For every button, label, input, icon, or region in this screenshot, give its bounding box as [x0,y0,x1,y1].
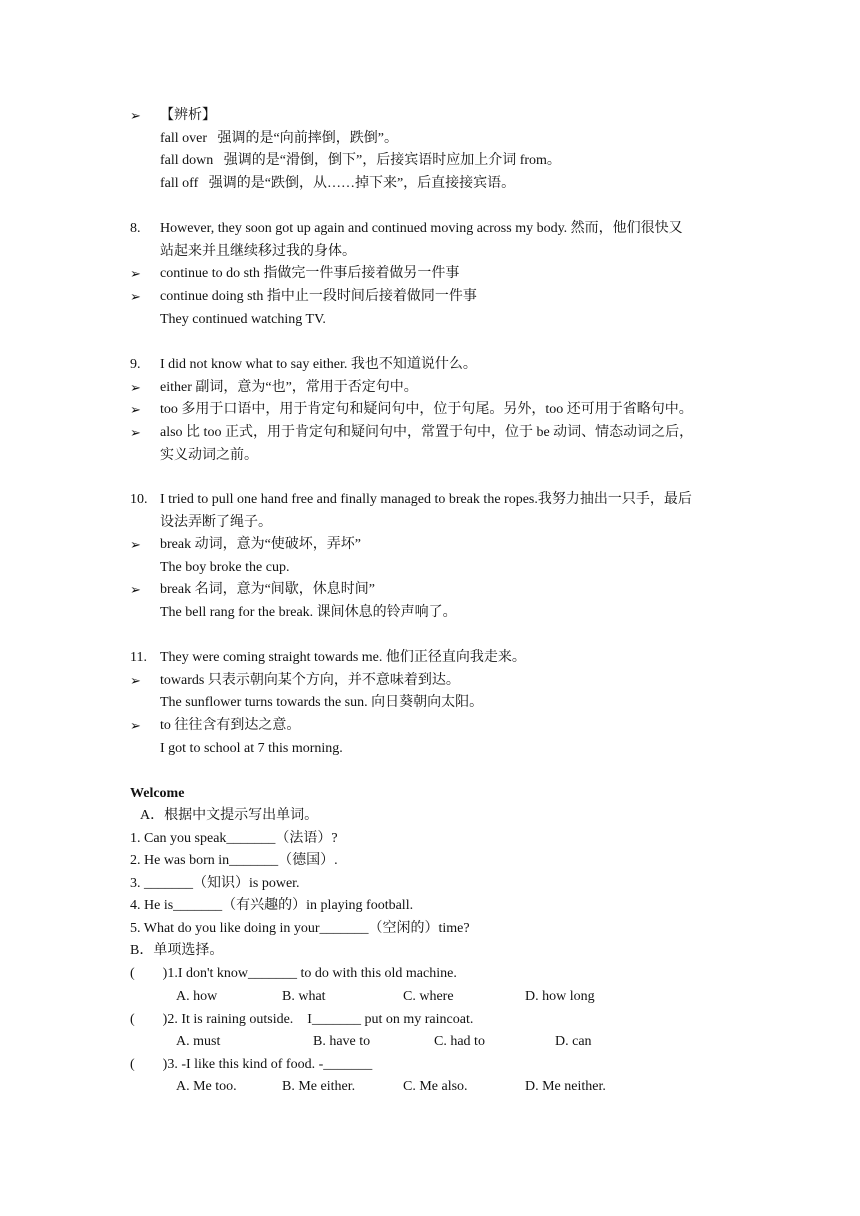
option-a: A. must [176,1034,221,1049]
example-line: The boy broke the cup. [160,560,290,575]
sentence-line: However, they soon got up again and continued moving across my body. 然而，他们很快又 [160,221,683,236]
item-number: 9. [130,357,141,372]
part-heading: A．根据中文提示写出单词。 [140,808,319,823]
example-line: The sunflower turns towards the sun. 向日葵朝向太阳。 [160,695,484,710]
bullet-icon: ➢ [130,425,141,440]
item-number: 11. [130,650,147,665]
sentence-line: 站起来并且继续移过我的身体。 [160,244,356,259]
option-a: A. how [176,989,218,1004]
question-line: ( )1.I don't know_______ to do with this old machine. [130,966,457,981]
bullet-icon: ➢ [130,673,141,688]
item-number: 8. [130,221,141,236]
bullet-icon: ➢ [130,537,141,552]
bianxi-heading: 【辨析】 [160,108,216,123]
option-b: B. have to [313,1034,371,1049]
exercise-line: 3. _______（知识）is power. [130,876,300,891]
bianxi-line: fall off 强调的是“跌倒，从……掉下来”，后直接接宾语。 [160,176,516,191]
item-number: 10. [130,492,148,507]
note-line: break 名词，意为“间歇，休息时间” [160,582,376,597]
question-line: ( )2. It is raining outside. I_______ put on my raincoat. [130,1012,474,1027]
note-line: also 比 too 正式，用于肯定句和疑问句中，常置于句中，位于 be 动词、情态动词之后， [160,425,694,440]
question-line: ( )3. -I like this kind of food. -_______ [130,1057,373,1072]
bullet-icon: ➢ [130,380,141,395]
note-line: continue doing sth 指中止一段时间后接着做同一件事 [160,289,477,304]
option-b: B. Me either. [282,1079,356,1094]
sentence-line: I did not know what to say either. 我也不知道说什么。 [160,357,477,372]
bullet-icon: ➢ [130,266,141,281]
bianxi-line: fall down 强调的是“滑倒，倒下”，后接宾语时应加上介词 from。 [160,153,561,168]
option-b: B. what [282,989,326,1004]
note-line: to 往往含有到达之意。 [160,718,301,733]
bianxi-line: fall over 强调的是“向前摔倒，跌倒”。 [160,131,398,146]
section-title: Welcome [130,786,185,801]
example-line: I got to school at 7 this morning. [160,741,343,756]
sentence-line: I tried to pull one hand free and finally managed to break the ropes.我努力抽出一只手，最后 [160,492,692,507]
exercise-line: 2. He was born in_______（德国）. [130,853,338,868]
note-line: towards 只表示朝向某个方向，并不意味着到达。 [160,673,460,688]
example-line: The bell rang for the break. 课间休息的铃声响了。 [160,605,457,620]
bullet-icon: ➢ [130,289,141,304]
note-line: continue to do sth 指做完一件事后接着做另一件事 [160,266,460,281]
sentence-line: They were coming straight towards me. 他们正径直向我走来。 [160,650,526,665]
bullet-icon: ➢ [130,718,141,733]
option-a: A. Me too. [176,1079,237,1094]
sentence-line: 设法弄断了绳子。 [160,515,272,530]
example-line: They continued watching TV. [160,312,326,327]
exercise-line: 4. He is_______（有兴趣的）in playing football. [130,898,414,913]
option-c: C. where [403,989,454,1004]
note-line: 实义动词之前。 [160,448,258,463]
note-line: break 动词，意为“使破坏，弄坏” [160,537,362,552]
option-d: D. can [555,1034,592,1049]
exercise-line: 5. What do you like doing in your_______（空闲的）time? [130,921,470,936]
bullet-icon: ➢ [130,582,141,597]
note-line: either 副词，意为“也”，常用于否定句中。 [160,380,418,395]
part-heading: B．单项选择。 [130,943,224,958]
option-c: C. had to [434,1034,485,1049]
bullet-icon: ➢ [130,402,141,417]
option-d: D. Me neither. [525,1079,606,1094]
option-c: C. Me also. [403,1079,468,1094]
option-d: D. how long [525,989,595,1004]
bullet-icon: ➢ [130,108,141,123]
note-line: too 多用于口语中，用于肯定句和疑问句中，位于句尾。另外，too 还可用于省略句中。 [160,402,693,417]
exercise-line: 1. Can you speak_______（法语）? [130,831,338,846]
